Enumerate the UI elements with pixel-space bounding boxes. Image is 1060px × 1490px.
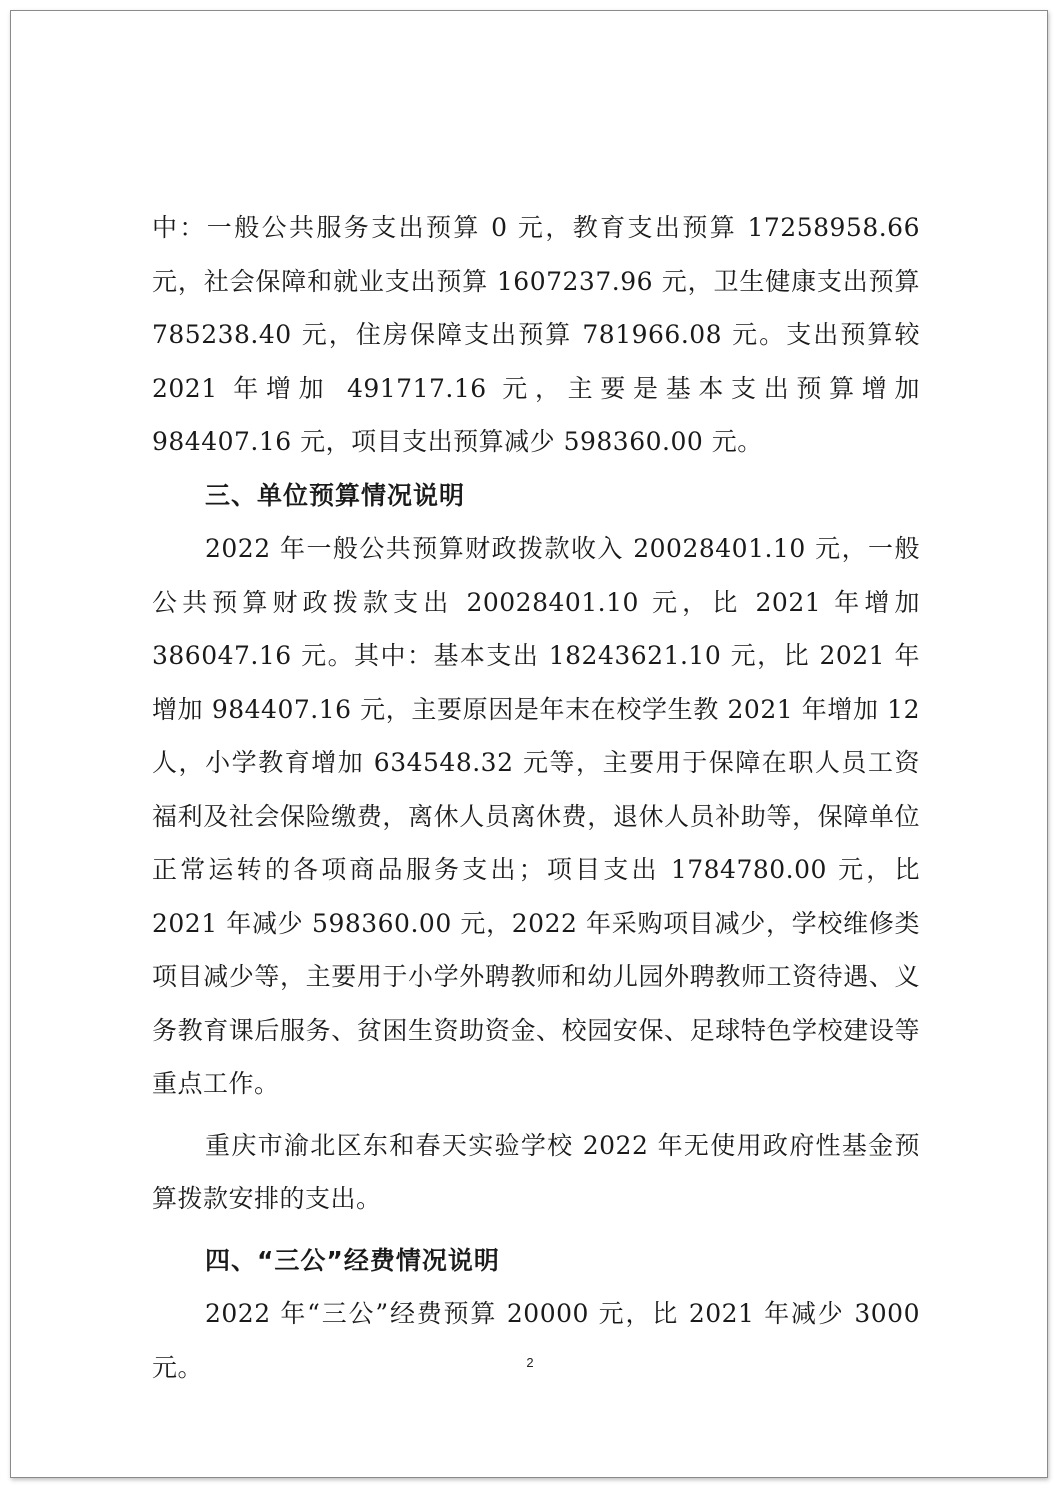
paragraph-gap xyxy=(152,1111,920,1119)
paragraph-three-public-budget: 2022 年“三公”经费预算 20000 元，比 2021 年减少 3000 元。 xyxy=(152,1299,920,1382)
paragraph-expenditure-breakdown: 中：一般公共服务支出预算 0 元，教育支出预算 17258958.66 元，社会保障和就业支出预算 1607237.96 元，卫生健康支出预算 785238.40 元，住房保障支出预算 781966.08 元。支出预算较 2021 年增加 491717.16 元，主要是基本支出预算增加 984407.16 元，项目支出预算减少 598360.00 元。 xyxy=(152,213,920,456)
paragraph-unit-budget: 2022 年一般公共预算财政拨款收入 20028401.10 元，一般公共预算财政拨款支出 20028401.10 元，比 2021 年增加 386047.16 元。其中：基本支出 18243621.10 元，比 2021 年增加 984407.16 元，主要原因是年末在校学生教 2021 年增加 12 人，小学教育增加 634548.32 元等，主要用于保障在职人员工资福利及社会保险缴费，离休人员离休费，退休人员补助等，保障单位正常运转的各项商品服务支出；项目支出 1784780.00 元，比 2021 年减少 598360.00 元，2022 年采购项目减少，学校维修类项目减少等，主要用于小学外聘教师和幼儿园外聘教师工资待遇、义务教育课后服务、贫困生资助资金、校园安保、足球特色学校建设等重点工作。 xyxy=(152,534,920,1098)
section-heading-three-public: 四、“三公”经费情况说明 xyxy=(205,1245,500,1275)
paragraph-gap xyxy=(152,1226,920,1234)
section-heading-unit-budget: 三、单位预算情况说明 xyxy=(205,480,466,510)
page-number: 2 xyxy=(526,1355,534,1370)
paragraph-government-fund: 重庆市渝北区东和春天实验学校 2022 年无使用政府性基金预算拨款安排的支出。 xyxy=(152,1130,920,1213)
document-body xyxy=(152,201,920,1394)
